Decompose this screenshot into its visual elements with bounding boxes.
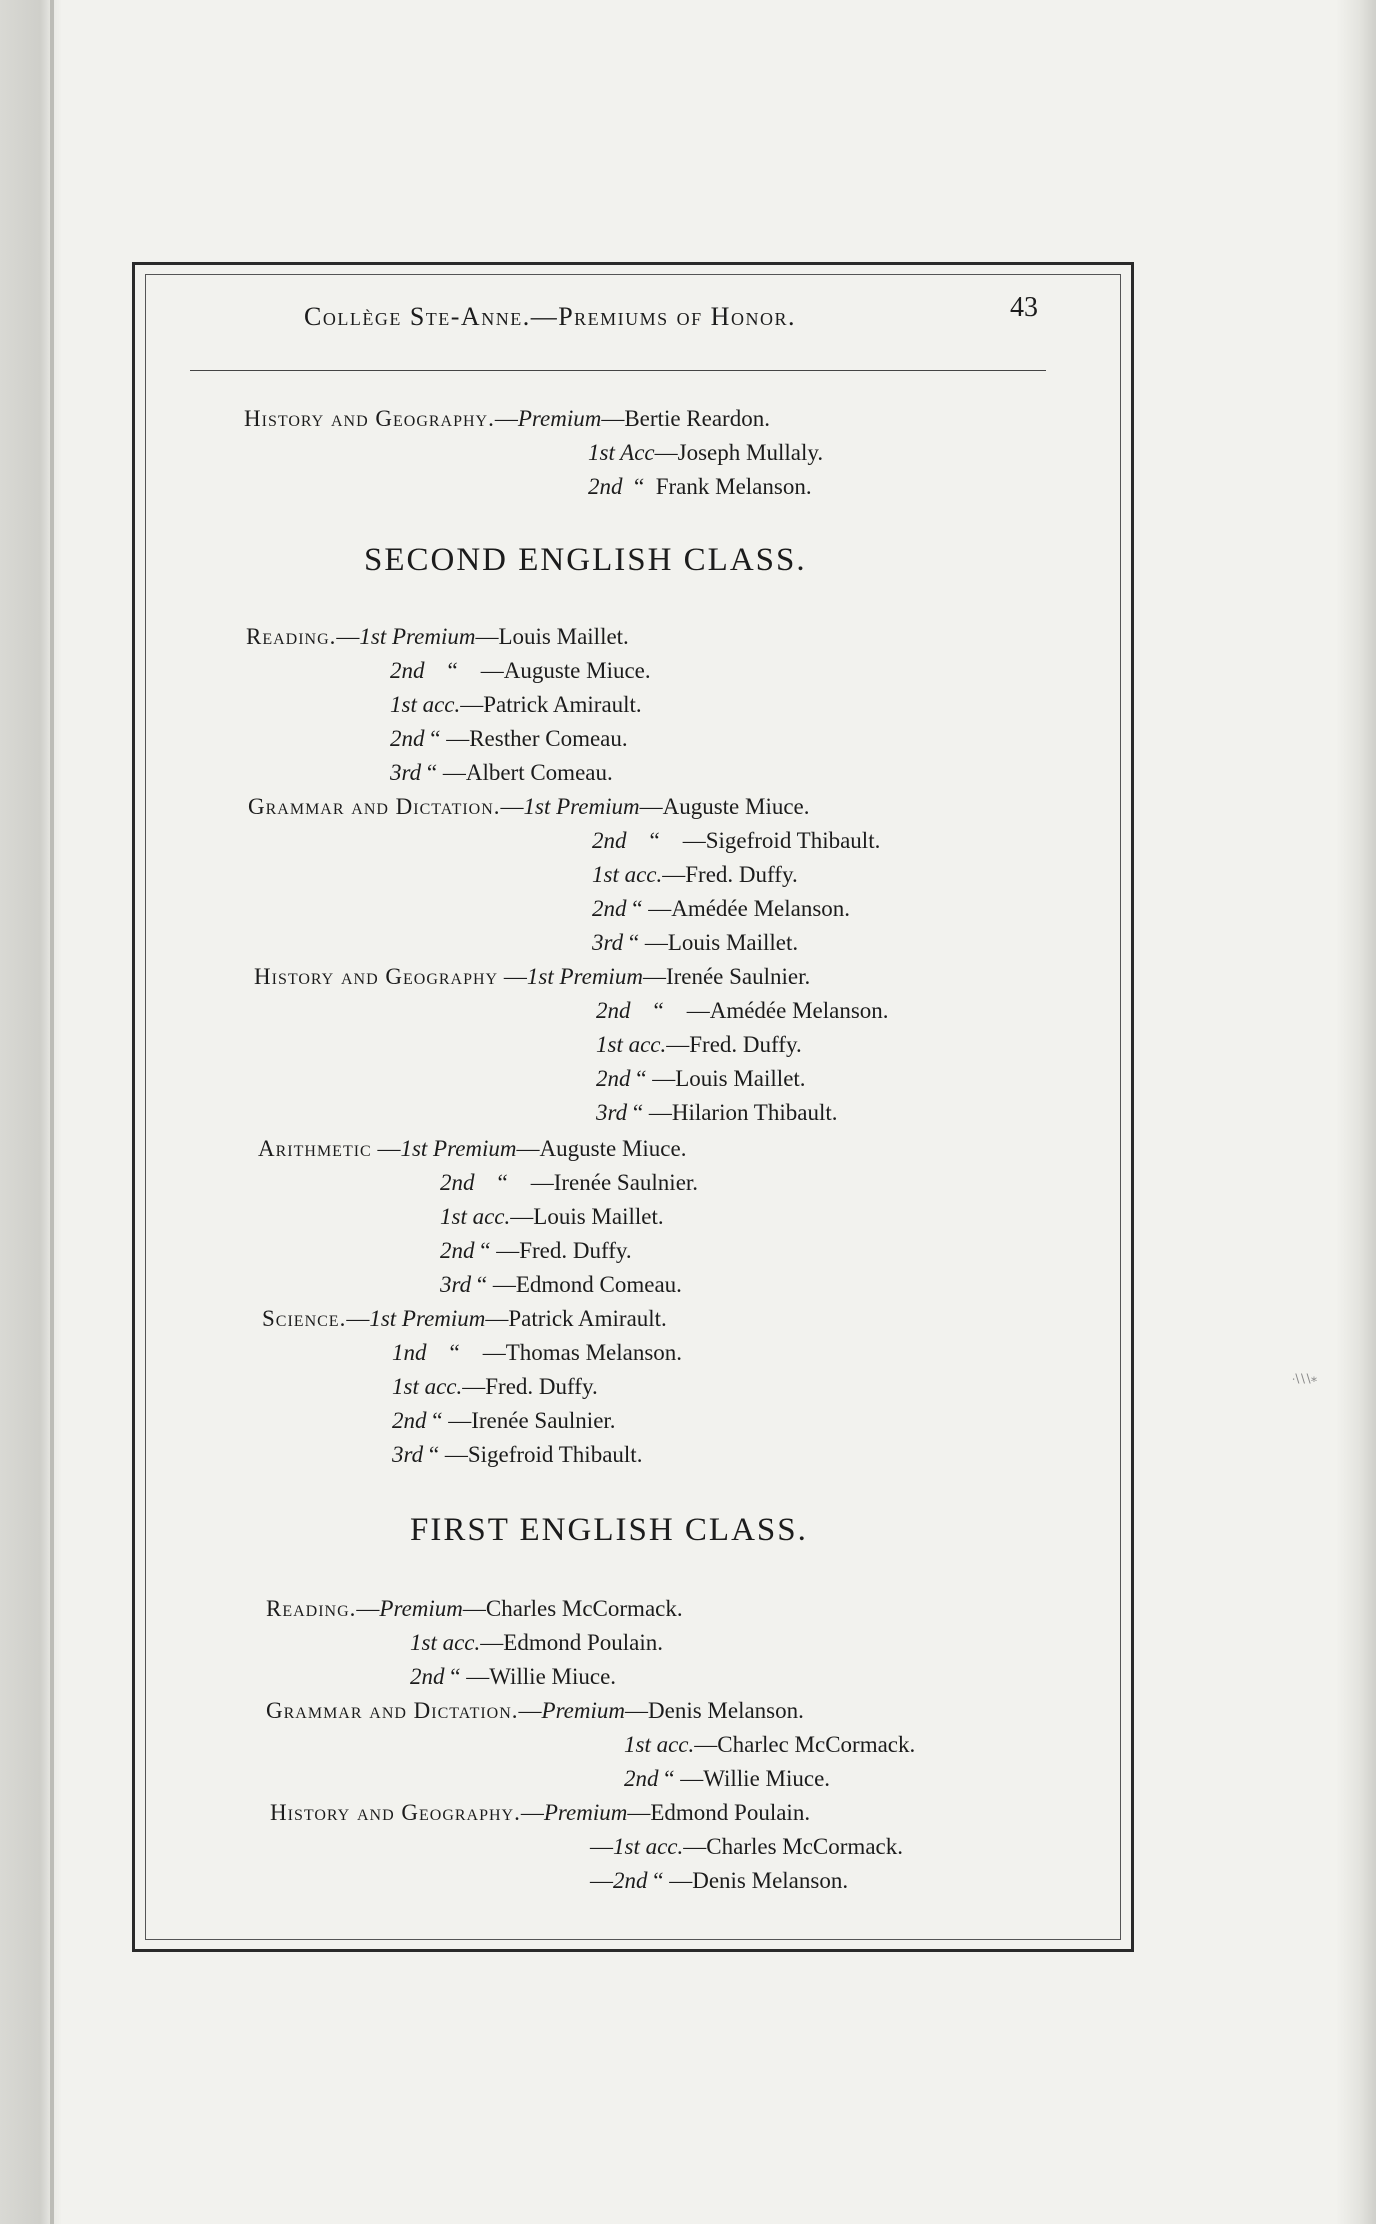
recipient-name: Albert Comeau. xyxy=(465,760,613,785)
award-rank: 2nd xyxy=(390,658,425,683)
separator-dash: — xyxy=(498,964,527,989)
recipient-name: Denis Melanson. xyxy=(648,1698,804,1723)
premium-line xyxy=(270,1798,810,1828)
recipient-name: Auguste Miuce. xyxy=(539,1136,687,1161)
separator-dash: — xyxy=(590,1868,613,1893)
ditto-separator: “ — xyxy=(647,1868,693,1893)
recipient-name: Sigefroid Thibault. xyxy=(467,1442,643,1467)
premium-line xyxy=(392,1338,682,1368)
premium-line xyxy=(392,1406,616,1436)
separator-dash: — xyxy=(356,1596,380,1621)
recipient-name: Resther Comeau. xyxy=(469,726,628,751)
award-rank: 1st acc. xyxy=(613,1834,684,1859)
premium-line xyxy=(390,758,613,788)
separator-dash: — xyxy=(500,794,524,819)
recipient-name: Auguste Miuce. xyxy=(662,794,810,819)
premium-line xyxy=(392,1372,598,1402)
premium-line xyxy=(624,1730,915,1760)
recipient-name: Charles McCormack. xyxy=(485,1596,683,1621)
award-rank: Premium xyxy=(379,1596,463,1621)
recipient-name: Patrick Amirault. xyxy=(483,692,642,717)
scan-mark: ∙∖∖∖∗ xyxy=(1292,1372,1317,1386)
page-number: 43 xyxy=(1010,292,1038,323)
recipient-name: Edmond Comeau. xyxy=(515,1272,682,1297)
recipient-name: Louis Maillet. xyxy=(667,930,799,955)
premium-line xyxy=(592,860,798,890)
ditto-separator: — xyxy=(654,440,678,465)
recipient-name: Irenée Saulnier. xyxy=(553,1170,699,1195)
award-rank: Premium xyxy=(543,1800,628,1825)
ditto-separator: “ — xyxy=(623,930,668,955)
recipient-name: Bertie Reardon. xyxy=(624,406,770,431)
premium-line xyxy=(266,1696,804,1726)
premium-line xyxy=(596,1030,802,1060)
recipient-name: Willie Miuce. xyxy=(703,1766,831,1791)
premium-line xyxy=(596,996,889,1026)
ditto-separator: — xyxy=(485,1306,509,1331)
ditto-separator: “ — xyxy=(474,1170,554,1195)
ditto-separator: — xyxy=(694,1732,718,1757)
ditto-separator: — xyxy=(625,1698,648,1723)
award-rank: 2nd xyxy=(596,1066,631,1091)
award-rank: 2nd xyxy=(440,1170,475,1195)
separator-dash: — xyxy=(371,1136,401,1161)
award-rank: 1st Acc xyxy=(588,440,655,465)
premium-line xyxy=(596,1064,806,1094)
ditto-separator: “ xyxy=(622,474,656,499)
ditto-separator: — xyxy=(480,1630,504,1655)
recipient-name: Thomas Melanson. xyxy=(505,1340,683,1365)
recipient-name: Irenée Saulnier. xyxy=(665,964,811,989)
award-rank: 2nd xyxy=(392,1408,427,1433)
ditto-separator: — xyxy=(639,794,663,819)
award-rank: 2nd xyxy=(592,828,627,853)
ditto-separator: — xyxy=(462,1374,486,1399)
ditto-separator: “ — xyxy=(630,1066,676,1091)
ditto-separator: — xyxy=(475,624,499,649)
premium-line xyxy=(246,622,629,652)
premium-line xyxy=(410,1628,663,1658)
ditto-separator: “ — xyxy=(421,760,466,785)
recipient-name: Auguste Miuce. xyxy=(503,658,651,683)
ditto-separator: “ — xyxy=(424,658,504,683)
ditto-separator: — xyxy=(642,964,666,989)
award-rank: 3rd xyxy=(592,930,624,955)
premium-line xyxy=(262,1304,667,1334)
recipient-name: Joseph Mullaly. xyxy=(677,440,824,465)
premium-line xyxy=(440,1168,698,1198)
subject-label: Reading. xyxy=(246,624,337,649)
award-rank: 3rd xyxy=(392,1442,424,1467)
subject-label: History and Geography. xyxy=(270,1800,521,1825)
award-rank: 1st acc. xyxy=(410,1630,481,1655)
recipient-name: Amédée Melanson. xyxy=(709,998,889,1023)
award-rank: 1st Premium xyxy=(369,1306,486,1331)
premium-line xyxy=(266,1594,683,1624)
ditto-separator: — xyxy=(683,1834,707,1859)
recipient-name: Charlec McCormack. xyxy=(717,1732,916,1757)
ditto-separator: “ — xyxy=(426,1340,506,1365)
premium-line xyxy=(596,1098,838,1128)
running-header: Collège Ste-Anne.—Premiums of Honor. xyxy=(304,302,796,331)
award-rank: 2nd xyxy=(588,474,623,499)
recipient-name: Fred. Duffy. xyxy=(685,862,798,887)
premium-line xyxy=(390,690,642,720)
recipient-name: Fred. Duffy. xyxy=(485,1374,598,1399)
award-rank: 1st acc. xyxy=(390,692,461,717)
award-rank: 2nd xyxy=(592,896,627,921)
award-rank: 3rd xyxy=(440,1272,472,1297)
subject-label: History and Geography xyxy=(254,964,499,989)
award-rank: 2nd xyxy=(624,1766,659,1791)
premium-line xyxy=(588,472,812,502)
award-rank: Premium xyxy=(517,406,602,431)
recipient-name: Amédée Melanson. xyxy=(671,896,851,921)
recipient-name: Denis Melanson. xyxy=(692,1868,849,1893)
award-rank: 2nd xyxy=(440,1238,475,1263)
award-rank: 2nd xyxy=(410,1664,445,1689)
award-rank: 1st Premium xyxy=(526,964,643,989)
premium-line xyxy=(588,438,823,468)
award-rank: 1nd xyxy=(392,1340,427,1365)
recipient-name: Fred. Duffy. xyxy=(689,1032,802,1057)
ditto-separator: “ — xyxy=(424,726,470,751)
ditto-separator: “ — xyxy=(426,1408,472,1433)
premium-line xyxy=(392,1440,642,1470)
award-rank: 2nd xyxy=(613,1868,648,1893)
ditto-separator: “ — xyxy=(474,1238,520,1263)
separator-dash: — xyxy=(346,1306,370,1331)
recipient-name: Hilarion Thibault. xyxy=(671,1100,838,1125)
class-heading: SECOND ENGLISH CLASS. xyxy=(364,542,807,578)
award-rank: 1st acc. xyxy=(392,1374,463,1399)
recipient-name: Edmond Poulain. xyxy=(650,1800,811,1825)
separator-dash: — xyxy=(494,406,518,431)
subject-label: Reading. xyxy=(266,1596,357,1621)
premium-line xyxy=(592,894,850,924)
recipient-name: Irenée Saulnier. xyxy=(471,1408,616,1433)
ditto-separator: — xyxy=(460,692,484,717)
ditto-separator: “ — xyxy=(630,998,710,1023)
recipient-name: Louis Maillet. xyxy=(498,624,629,649)
premium-line xyxy=(248,792,810,822)
separator-dash: — xyxy=(590,1834,613,1859)
premium-line xyxy=(440,1202,664,1232)
ditto-separator: “ — xyxy=(423,1442,468,1467)
award-rank: 1st Premium xyxy=(523,794,640,819)
award-rank: 2nd xyxy=(390,726,425,751)
award-rank: 3rd xyxy=(390,760,422,785)
ditto-separator: — xyxy=(662,862,686,887)
ditto-separator: — xyxy=(666,1032,690,1057)
binding-line xyxy=(50,0,54,2224)
class-heading: FIRST ENGLISH CLASS. xyxy=(410,1512,808,1548)
ditto-separator: “ — xyxy=(626,896,672,921)
ditto-separator: — xyxy=(627,1800,651,1825)
ditto-separator: “ — xyxy=(626,828,706,853)
subject-label: Arithmetic xyxy=(258,1136,372,1161)
award-rank: 1st acc. xyxy=(592,862,663,887)
recipient-name: Louis Maillet. xyxy=(533,1204,664,1229)
premium-line xyxy=(410,1662,616,1692)
ditto-separator: — xyxy=(516,1136,540,1161)
ditto-separator: “ — xyxy=(444,1664,490,1689)
premium-line xyxy=(624,1764,830,1794)
award-rank: 1st acc. xyxy=(624,1732,695,1757)
subject-label: Science. xyxy=(262,1306,347,1331)
premium-line xyxy=(244,404,770,434)
recipient-name: Edmond Poulain. xyxy=(503,1630,663,1655)
premium-line xyxy=(390,724,628,754)
subject-label: Grammar and Dictation. xyxy=(266,1698,519,1723)
premium-line xyxy=(592,826,880,856)
recipient-name: Sigefroid Thibault. xyxy=(705,828,881,853)
header-rule xyxy=(190,370,1046,371)
premium-line xyxy=(390,656,651,686)
recipient-name: Fred. Duffy. xyxy=(519,1238,632,1263)
separator-dash: — xyxy=(520,1800,544,1825)
ditto-separator: — xyxy=(510,1204,534,1229)
premium-line xyxy=(440,1270,682,1300)
premium-line xyxy=(254,962,810,992)
award-rank: 1st Premium xyxy=(400,1136,517,1161)
recipient-name: Charles McCormack. xyxy=(706,1834,903,1859)
recipient-name: Patrick Amirault. xyxy=(508,1306,667,1331)
ditto-separator: “ — xyxy=(658,1766,704,1791)
recipient-name: Frank Melanson. xyxy=(655,474,812,499)
separator-dash: — xyxy=(518,1698,542,1723)
award-rank: 1st acc. xyxy=(440,1204,511,1229)
page-edge xyxy=(1336,0,1376,2224)
premium-line xyxy=(590,1832,903,1862)
subject-label: History and Geography. xyxy=(244,406,495,431)
separator-dash: — xyxy=(336,624,360,649)
ditto-separator: — xyxy=(601,406,625,431)
premium-line xyxy=(258,1134,686,1164)
ditto-separator: “ — xyxy=(471,1272,516,1297)
award-rank: 1st Premium xyxy=(359,624,476,649)
award-rank: 1st acc. xyxy=(596,1032,667,1057)
award-rank: 3rd xyxy=(596,1100,628,1125)
recipient-name: Willie Miuce. xyxy=(489,1664,617,1689)
subject-label: Grammar and Dictation. xyxy=(248,794,501,819)
premium-line xyxy=(440,1236,632,1266)
premium-line xyxy=(592,928,798,958)
ditto-separator: “ — xyxy=(627,1100,672,1125)
recipient-name: Louis Maillet. xyxy=(675,1066,806,1091)
ditto-separator: — xyxy=(462,1596,486,1621)
award-rank: Premium xyxy=(541,1698,625,1723)
premium-line xyxy=(590,1866,848,1896)
award-rank: 2nd xyxy=(596,998,631,1023)
